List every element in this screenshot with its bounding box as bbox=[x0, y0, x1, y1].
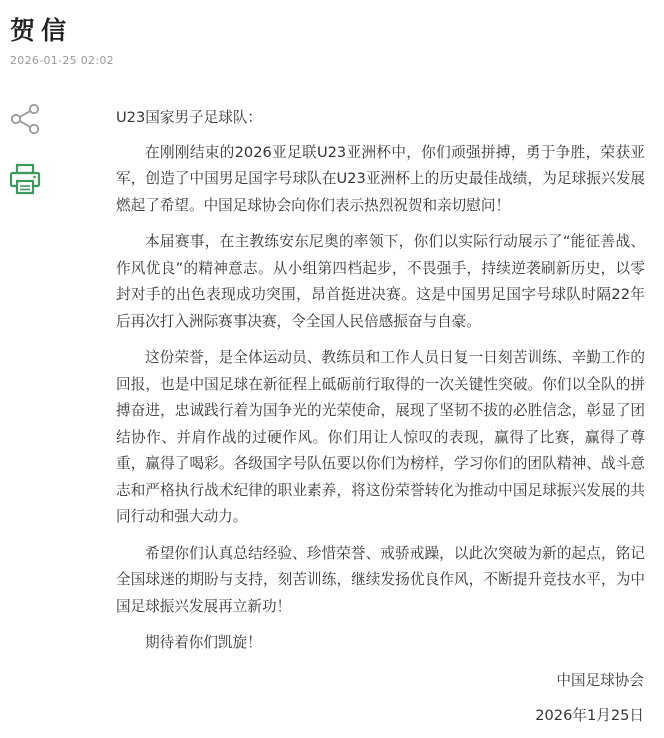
share-button[interactable] bbox=[8, 102, 42, 136]
letter-signature: 中国足球协会 bbox=[556, 672, 644, 689]
letter-paragraph: 本届赛事，在主教练安东尼奥的率领下，你们以实际行动展示了“能征善战、作风优良”的精神意志。从小组第四档起步，不畏强手，持续逆袭刷新历史，以零封对手的出色表现成功突围，昂首挺进决赛。这是中国男足国字号球队时隔22年后再次打入洲际赛事决赛，令全国人民倍感振奋与自豪。 bbox=[116, 233, 645, 330]
letter-paragraph: 希望你们认真总结经验、珍惜荣誉、戒骄戒躁，以此次突破为新的起点，铭记全国球迷的期盼与支持，刻苦训练，继续发扬优良作风，不断提升竞技水平，为中国足球振兴发展再立新功！ bbox=[116, 544, 645, 615]
letter-sign-date: 2026年1月25日 bbox=[535, 707, 644, 724]
letter-paragraph: 这份荣誉，是全体运动员、教练员和工作人员日复一日刻苦训练、辛勤工作的回报，也是中国足球在新征程上砥砺前行取得的一次关键性突破。你们以全队的拼搏奋进，忠诚践行着为国争光的光荣使命，展现了坚韧不拔的必胜信念，彰显了团结协作、并肩作战的过硬作风。你们用让人惊叹的表现，赢得了比赛，赢得了尊重，赢得了喝彩。各级国字号队伍要以你们为榜样，学习你们的团队精神、战斗意志和严格执行战术纪律的职业素养，将这份荣誉转化为推动中国足球振兴发展的共同行动和强大动力。 bbox=[116, 349, 645, 525]
publish-date: 2026-01-25 02:02 bbox=[10, 54, 114, 67]
letter-closing: 期待着你们凯旋！ bbox=[145, 634, 262, 651]
page-title: 贺信 bbox=[10, 16, 73, 45]
print-button[interactable] bbox=[8, 162, 42, 196]
print-icon bbox=[8, 162, 42, 196]
letter-salutation: U23国家男子足球队： bbox=[116, 109, 263, 126]
letter-paragraph: 在刚刚结束的2026亚足联U23亚洲杯中，你们顽强拼搏，勇于争胜，荣获亚军，创造了中国男足国字号球队在U23亚洲杯上的历史最佳战绩，为足球振兴发展燃起了希望。中国足球协会向你们表示热烈祝贺和亲切慰问！ bbox=[116, 143, 645, 214]
letter-content bbox=[116, 105, 645, 667]
share-icon bbox=[8, 102, 42, 136]
